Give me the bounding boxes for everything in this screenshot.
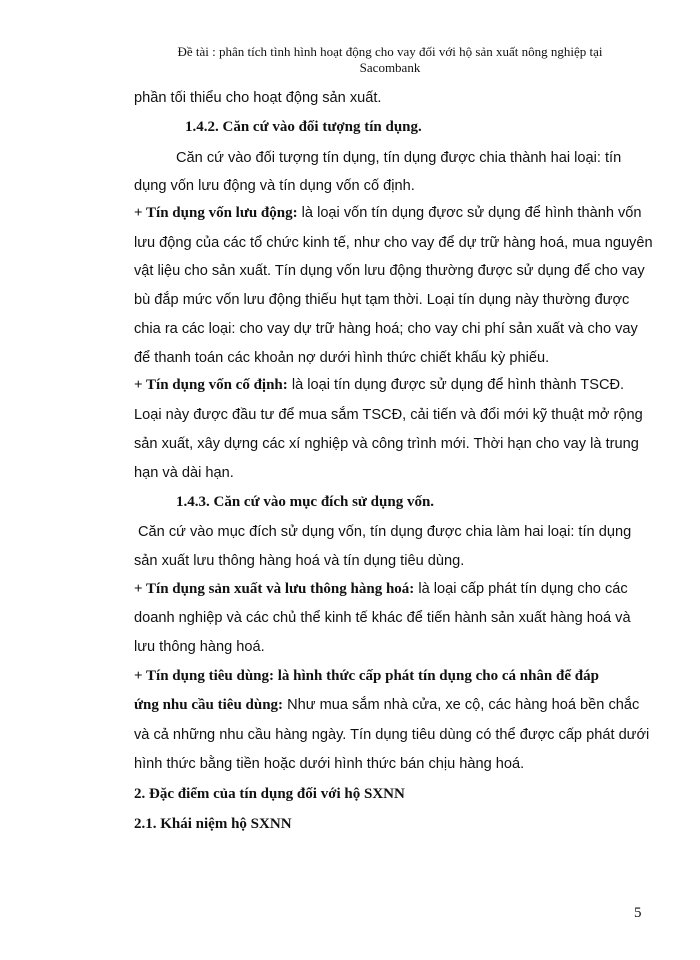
text-line: lưu thông hàng hoá. [134,639,265,655]
text-span: là loại cấp phát tín dụng cho các [414,581,628,597]
text-line: sản xuất lưu thông hàng hoá và tín dụng tiêu dùng. [134,553,465,569]
page-number: 5 [634,905,642,921]
running-header [150,44,630,76]
text-line: hạn và dài hạn. [134,465,234,481]
text-line: Căn cứ vào mục đích sử dụng vốn, tín dụng được chia làm hai loại: tín dụng [138,524,632,540]
bold-term: + Tín dụng sản xuất và lưu thông hàng hoá: [134,581,415,597]
text-line [134,377,624,394]
text-line: Loại này được đầu tư để mua sắm TSCĐ, cải tiến và đổi mới kỹ thuật mở rộng [134,407,643,423]
text-line [134,668,599,685]
bold-term: + Tín dụng vốn lưu động: [134,205,298,221]
header-line-2: Sacombank [359,60,421,75]
text-line: Căn cứ vào đối tượng tín dụng, tín dụng được chia thành hai loại: tín [176,150,622,166]
bold-term: + Tín dụng vốn cố định: [134,377,288,393]
text-line: dụng vốn lưu động và tín dụng vốn cố định. [134,178,415,194]
heading-1-4-3: 1.4.3. Căn cứ vào mục đích sử dụng vốn. [176,494,435,510]
text-line: hình thức bằng tiền hoặc dưới hình thức bán chịu hàng hoá. [134,756,525,772]
text-line: vật liệu cho sản xuất. Tín dụng vốn lưu động thường được sử dụng để cho vay [134,263,645,279]
text-line [134,697,639,714]
text-line [134,205,642,222]
bold-term: + Tín dụng tiêu dùng: là hình thức cấp phát tín dụng cho cá nhân để đáp [134,668,599,684]
text-line: doanh nghiệp và các chủ thể kinh tế khác để tiến hành sản xuất hàng hoá và [134,610,631,626]
text-line: để thanh toán các khoản nợ dưới hình thức chiết khấu kỳ phiếu. [134,350,550,366]
text-line: chia ra các loại: cho vay dự trữ hàng hoá; cho vay chi phí sản xuất và cho vay [134,321,638,337]
text-span: Như mua sắm nhà cửa, xe cộ, các hàng hoá bền chắc [283,697,640,713]
bold-term: ứng nhu cầu tiêu dùng: [134,697,284,713]
text-line: sản xuất, xây dựng các xí nghiệp và công trình mới. Thời hạn cho vay là trung [134,436,639,452]
heading-1-4-2: 1.4.2. Căn cứ vào đối tượng tín dụng. [185,119,422,135]
header-line-1: Đề tài : phân tích tình hình hoạt động cho vay đối với hộ sản xuất nông nghiệp tại [177,44,603,59]
heading-2-1: 2.1. Khái niệm hộ SXNN [134,816,292,832]
heading-2: 2. Đặc điểm của tín dụng đối với hộ SXNN [134,786,405,802]
text-line [134,581,628,598]
text-span: là loại tín dụng được sử dụng để hình thành TSCĐ. [287,377,625,393]
text-span: là loại vốn tín dụng đựơc sử dụng để hình thành vốn [297,205,642,221]
text-line: bù đắp mức vốn lưu động thiếu hụt tạm thời. Loại tín dụng này thường được [134,292,630,308]
text-line: và cả những nhu cầu hàng ngày. Tín dụng tiêu dùng có thể được cấp phát dưới [134,727,650,743]
text-line: phần tối thiểu cho hoạt động sản xuất. [134,90,382,106]
text-line: lưu động của các tổ chức kinh tế, như cho vay để dự trữ hàng hoá, mua nguyên [134,235,653,251]
